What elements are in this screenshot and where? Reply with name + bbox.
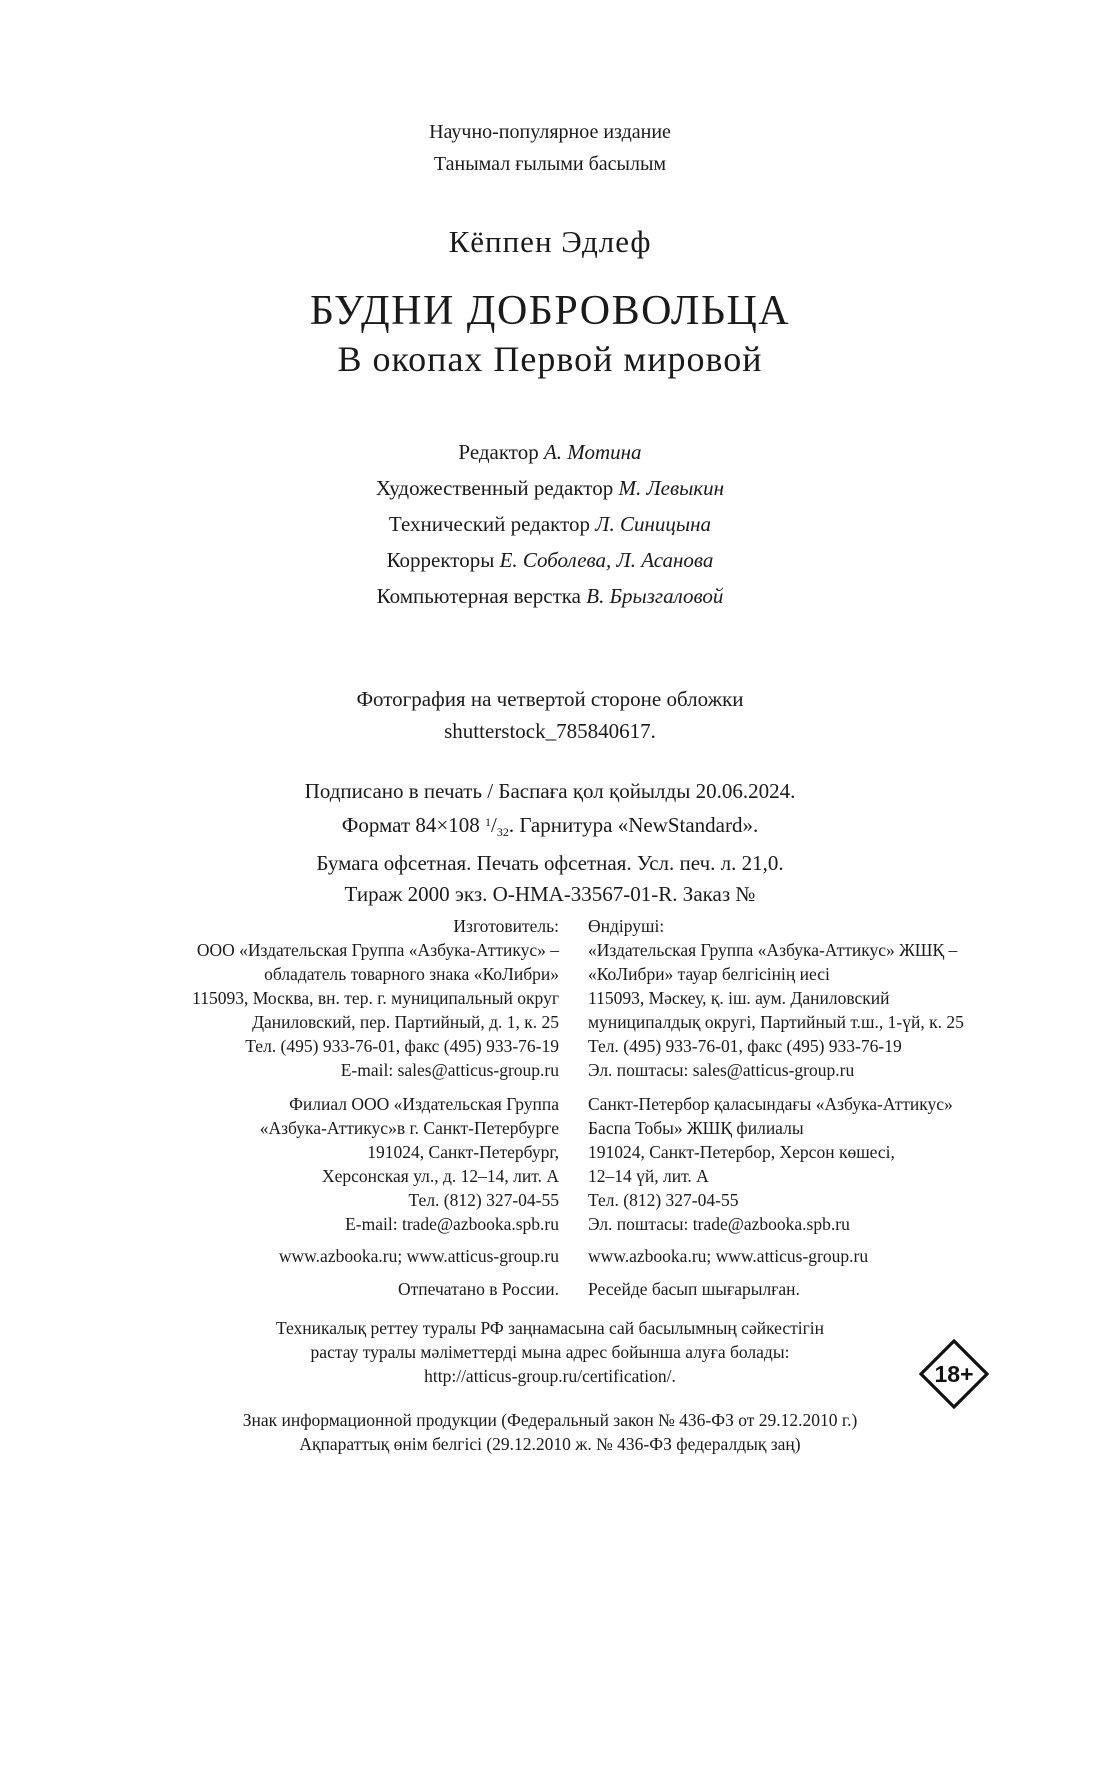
edition-type xyxy=(0,116,1100,180)
photo-credit-line2: shutterstock_785840617. xyxy=(444,719,656,743)
websites-ru: www.azbooka.ru; www.atticus-group.ru xyxy=(278,1246,559,1266)
edition-ru: Научно-популярное издание xyxy=(429,121,671,143)
manufacturer-ru: Изготовитель: ООО «Издательская Группа «Азбука-Аттикус» – обладатель товарного знака «КоЛибри» 115093, Москва, вн. тер. г. муниципальный округ Даниловский, пер. Партийный, д. 1, к. 25 Тел. (495) 933-76-01, факс (495) 933-76-19 E-mail: sales@atticus-group.ru xyxy=(192,916,559,1080)
signed-date: Подписано в печать / Баспаға қол қойылды 20.06.2024. xyxy=(304,779,796,803)
info-sign-kz: Ақпараттық өнім белгісі (29.12.2010 ж. № 436-ФЗ федералдық заң) xyxy=(299,1434,801,1454)
age-rating-label: 18+ xyxy=(934,1361,974,1387)
credits-list xyxy=(0,434,1100,614)
printed-in-ru: Отпечатано в России. xyxy=(398,1279,559,1299)
credit-line: Компьютерная верстка В. Брызгаловой xyxy=(376,584,724,608)
info-product-sign xyxy=(0,1408,1100,1456)
paper-line: Бумага офсетная. Печать офсетная. Усл. печ. л. 21,0. xyxy=(316,851,784,875)
format-line: Формат 84×108 $^1/_{32}$. Гарнитура «NewStandard». xyxy=(341,813,759,839)
info-sign-ru: Знак информационной продукции (Федеральный закон № 436-ФЗ от 29.12.2010 г.) xyxy=(242,1410,858,1430)
print-details xyxy=(0,776,1100,910)
photo-credit xyxy=(0,683,1100,747)
book-title: БУДНИ ДОБРОВОЛЬЦА xyxy=(309,288,791,334)
print-run-line: Тираж 2000 экз. О-НМА-33567-01-R. Заказ № xyxy=(344,882,756,906)
author-name: Кёппен Эдлеф xyxy=(448,224,652,259)
credit-line: Редактор А. Мотина xyxy=(458,440,642,464)
book-subtitle: В окопах Первой мировой xyxy=(337,339,763,379)
edition-kz: Танымал ғылыми басылым xyxy=(433,153,667,175)
branch-ru: Филиал ООО «Издательская Группа «Азбука-Аттикус»в г. Санкт-Петербурге 191024, Санкт-Петербург, Херсонская ул., д. 12–14, лит. А Тел. (812) 327-04-55 E-mail: trade@azbooka.spb.ru xyxy=(259,1094,559,1234)
credit-line: Корректоры Е. Соболева, Л. Асанова xyxy=(386,548,714,572)
photo-credit-line1: Фотография на четвертой стороне обложки xyxy=(356,687,744,711)
credit-line: Технический редактор Л. Синицына xyxy=(388,512,712,536)
branch-kz: Санкт-Петербор қаласындағы «Азбука-Аттикус» Баспа Тобы» ЖШҚ филиалы 191024, Санкт-Петербор, Херсон көшесі, 12–14 үй, лит. А Тел. (812) 327-04-55 Эл. поштасы: trade@azbooka.spb.ru xyxy=(588,1094,953,1234)
certification-notice: Техникалық реттеу туралы РФ заңнамасына сай басылымның сәйкестігін растау туралы мәліметтерді мына адрес бойынша алуға болады: http://atticus-group.ru/certification/. xyxy=(275,1318,825,1386)
manufacturer-kz: Өндіруші: «Издательская Группа «Азбука-Аттикус» ЖШҚ – «КоЛибри» тауар белгісінің иесі 115093, Мәскеу, қ. іш. аум. Даниловский муниципалдық округі, Партийный т.ш., 1-үй, к. 25 Тел. (495) 933-76-01, факс (495) 933-76-19 Эл. поштасы: sales@atticus-group.ru xyxy=(588,916,964,1080)
credit-line: Художественный редактор М. Левыкин xyxy=(375,476,725,500)
websites-kz: www.azbooka.ru; www.atticus-group.ru xyxy=(588,1246,869,1266)
printed-in-kz: Ресейде басып шығарылған. xyxy=(588,1279,800,1299)
